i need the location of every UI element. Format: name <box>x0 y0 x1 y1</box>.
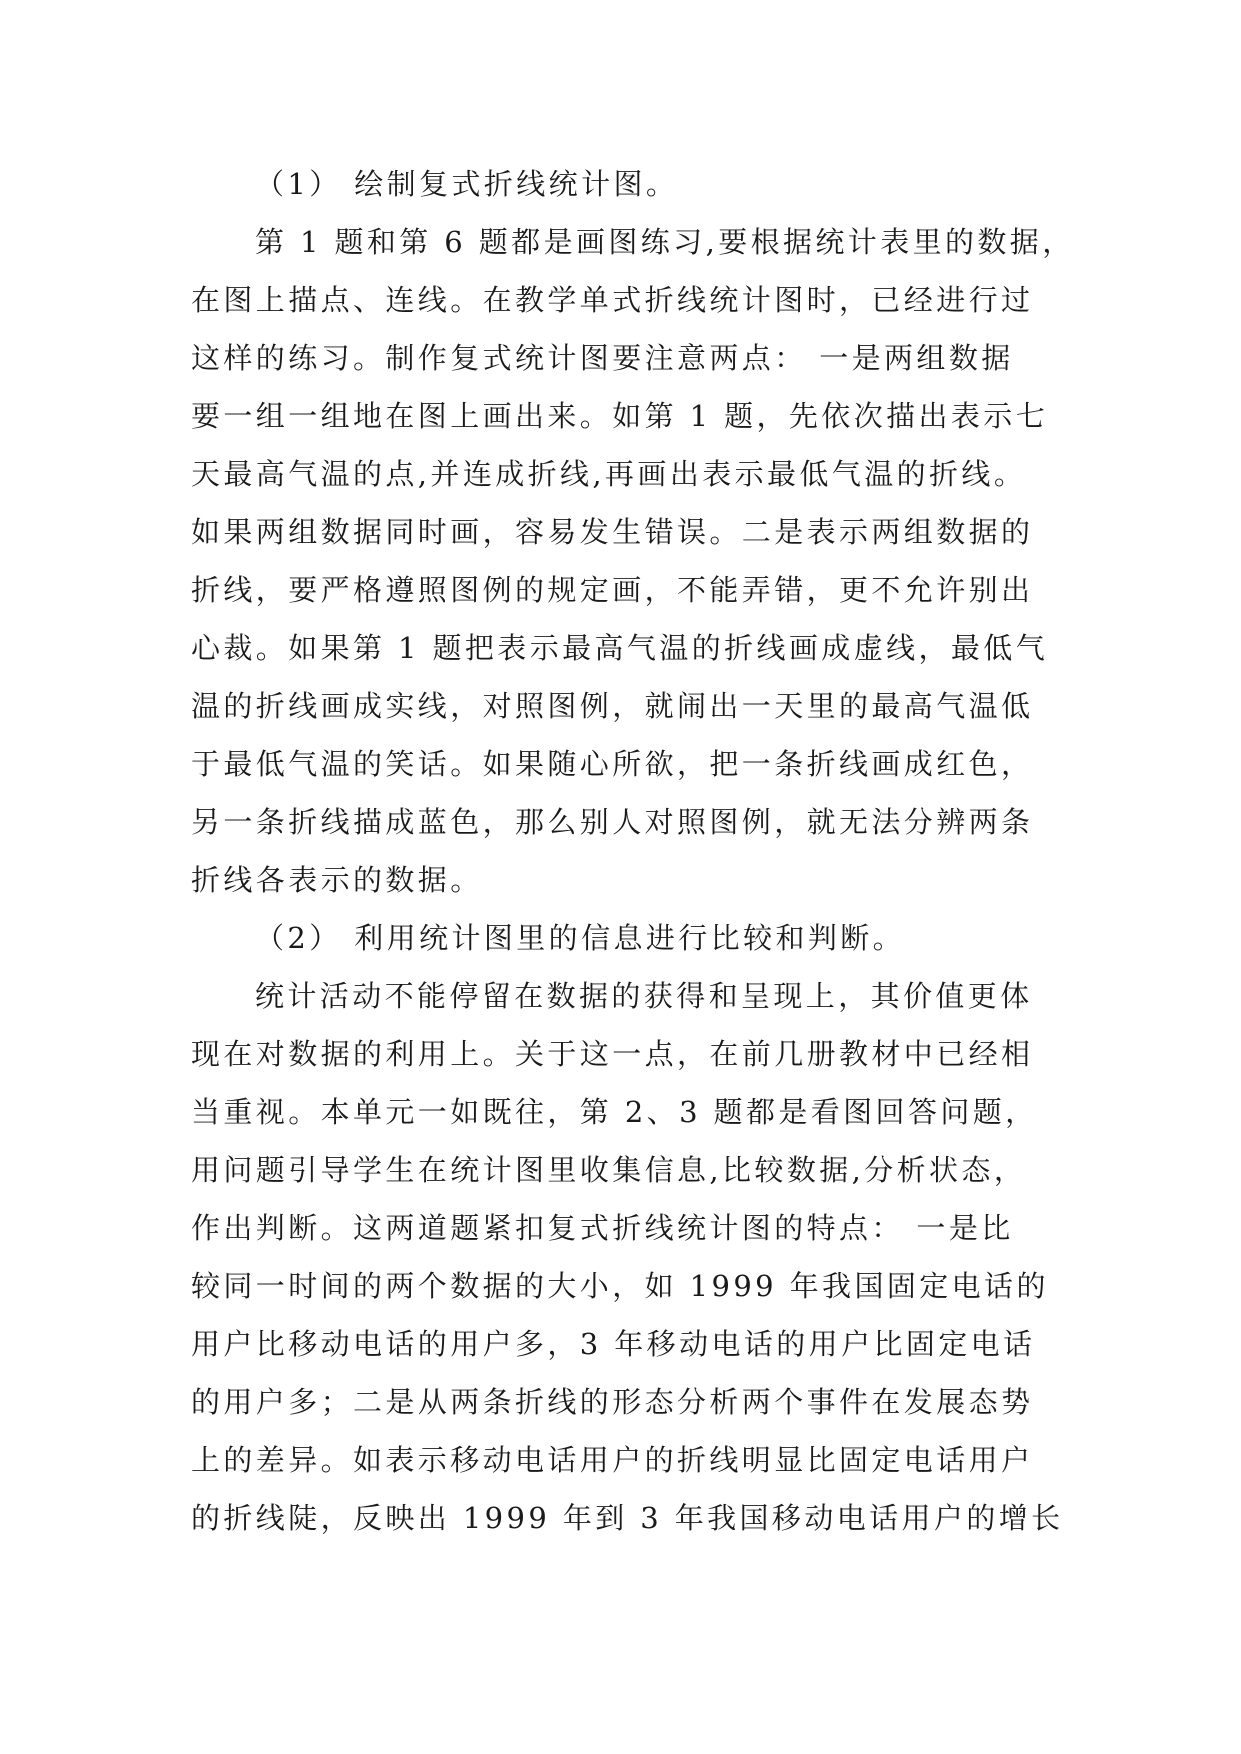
paragraph-line: 统计活动不能停留在数据的获得和呈现上，其价值更体 <box>255 979 1033 1013</box>
paragraph-line: 于最低气温的笑话。如果随心所欲，把一条折线画成红色， <box>191 747 1034 781</box>
paragraph-line: 用问题引导学生在统计图里收集信息,比较数据,分析状态， <box>191 1153 1027 1187</box>
paragraph-line: 的折线陡，反映出 1999 年到 3 年我国移动电话用户的增长 <box>191 1501 1064 1535</box>
document-body <box>191 155 1075 1547</box>
section-heading-1: （1） 绘制复式折线统计图。 <box>255 167 679 201</box>
paragraph-line: 作出判断。这两道题紧扣复式折线统计图的特点： 一是比 <box>191 1211 1014 1245</box>
paragraph-line: 如果两组数据同时画，容易发生错误。二是表示两组数据的 <box>191 515 1034 549</box>
paragraph-line: 当重视。本单元一如既往，第 2、3 题都是看图回答问题， <box>191 1095 1038 1129</box>
paragraph-line: 在图上描点、连线。在教学单式折线统计图时，已经进行过 <box>191 283 1034 317</box>
paragraph-line: 折线各表示的数据。 <box>191 863 483 897</box>
paragraph-line: 心裁。如果第 1 题把表示最高气温的折线画成虚线，最低气 <box>191 631 1049 665</box>
paragraph-line: 第 1 题和第 6 题都是画图练习,要根据统计表里的数据， <box>255 225 1075 259</box>
paragraph-line: 要一组一组地在图上画出来。如第 1 题，先依次描出表示七 <box>191 399 1049 433</box>
paragraph-line: 较同一时间的两个数据的大小，如 1999 年我国固定电话的 <box>191 1269 1049 1303</box>
paragraph-line: 上的差异。如表示移动电话用户的折线明显比固定电话用户 <box>191 1443 1034 1477</box>
paragraph-line: 折线，要严格遵照图例的规定画，不能弄错，更不允许别出 <box>191 573 1034 607</box>
paragraph-line: 用户比移动电话的用户多，3 年移动电话的用户比固定电话 <box>191 1327 1036 1361</box>
paragraph-line: 现在对数据的利用上。关于这一点，在前几册教材中已经相 <box>191 1037 1034 1071</box>
paragraph-line: 天最高气温的点,并连成折线,再画出表示最低气温的折线。 <box>191 457 1027 491</box>
paragraph-line: 另一条折线描成蓝色，那么别人对照图例，就无法分辨两条 <box>191 805 1034 839</box>
section-heading-2: （2） 利用统计图里的信息进行比较和判断。 <box>255 921 906 955</box>
paragraph-line: 温的折线画成实线，对照图例，就闹出一天里的最高气温低 <box>191 689 1034 723</box>
paragraph-line: 的用户多；二是从两条折线的形态分析两个事件在发展态势 <box>191 1385 1034 1419</box>
paragraph-line: 这样的练习。制作复式统计图要注意两点： 一是两组数据 <box>191 341 1014 375</box>
